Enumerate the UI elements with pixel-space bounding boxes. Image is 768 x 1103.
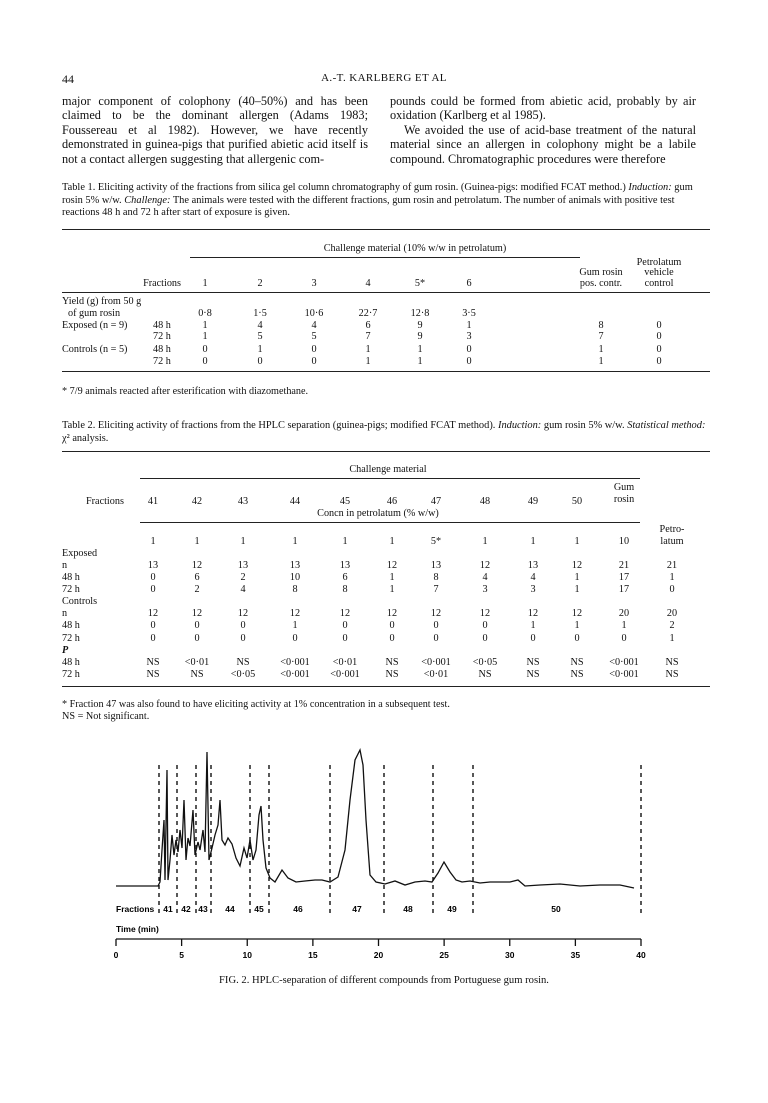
- table1-cell: 0: [311, 344, 317, 355]
- table1-cell: 5: [311, 331, 317, 342]
- table2-cell: 20: [618, 608, 630, 619]
- table2-cell: 0: [433, 620, 439, 631]
- table2-cell: 0: [150, 633, 156, 644]
- table2-conc-cell: 1: [574, 536, 580, 547]
- table2-row-label: 48 h: [62, 620, 80, 631]
- table2-conc-header: Concn in petrolatum (% w/w): [317, 508, 439, 519]
- table2-cell: 3: [530, 584, 536, 595]
- table2-cell: 1: [574, 572, 580, 583]
- table2-cell: 12: [191, 608, 203, 619]
- table2-cell: 21: [666, 560, 678, 571]
- body-column-left: [62, 94, 368, 166]
- fraction-label: 45: [254, 904, 264, 914]
- table1-col-header: pos. contr.: [579, 278, 623, 289]
- table2-cell: 12: [386, 560, 398, 571]
- running-head: A.-T. KARLBERG ET AL: [321, 72, 447, 84]
- table1-col-header: 5*: [414, 278, 426, 289]
- table2-cell: NS: [570, 669, 584, 680]
- fractions-label: Fractions: [116, 904, 155, 914]
- table1-row-sublabel: 48 h: [153, 344, 171, 355]
- table2-span-rule: [140, 478, 640, 479]
- fraction-label: 41: [163, 904, 173, 914]
- table2-cell: 0: [389, 633, 395, 644]
- time-tick-label: 30: [505, 950, 515, 960]
- table2-cell: <0·05: [230, 669, 256, 680]
- time-tick-label: 25: [439, 950, 449, 960]
- table2-cell: 4: [482, 572, 488, 583]
- table1-footnote: * 7/9 animals reacted after esterification with diazomethane.: [62, 386, 309, 397]
- table1-cell: 1·5: [253, 308, 267, 319]
- table2-cell: <0·001: [609, 669, 639, 680]
- table1-cell: 0: [656, 344, 662, 355]
- table2-cell: 0: [150, 572, 156, 583]
- table2-cell: <0·001: [421, 657, 451, 668]
- table1-row-label: Exposed (n = 9): [62, 320, 128, 331]
- table2-row-label: 72 h: [62, 633, 80, 644]
- table1-cell: 1: [598, 356, 604, 367]
- table2-row-label: 72 h: [62, 669, 80, 680]
- table1-col-header: vehicle: [644, 267, 674, 278]
- table1-span-header: Challenge material (10% w/w in petrolatum): [323, 243, 507, 254]
- table1-row-label: Controls (n = 5): [62, 344, 128, 355]
- table2-col-header: 48: [479, 496, 491, 507]
- table2-cell: 17: [618, 584, 630, 595]
- table2-conc-rule: [140, 522, 640, 523]
- table2-cell: 12: [479, 560, 491, 571]
- table2-cell: 12: [191, 560, 203, 571]
- body-paragraph: We avoided the use of acid-base treatment of the natural material since an allergen in colophony might be a labile compound. Chromatographic procedures were therefore: [390, 122, 696, 166]
- table2-cell: 0: [240, 620, 246, 631]
- table1-cell: 0: [202, 344, 208, 355]
- table1-stub-header: Fractions: [143, 278, 181, 289]
- time-tick-label: 20: [373, 950, 384, 960]
- fraction-label: 47: [352, 904, 362, 914]
- table2-cell: 1: [574, 584, 580, 595]
- table2-footnote: * Fraction 47 was also found to have eliciting activity at 1% concentration in a subsequent test.: [62, 699, 450, 710]
- table2-cell: NS: [146, 669, 160, 680]
- table2-col-header: rosin: [613, 494, 635, 505]
- table1-cell: 4: [311, 320, 317, 331]
- table1-cell: 1: [257, 344, 263, 355]
- table2-cell: 1: [530, 620, 536, 631]
- table2-col-header: Gum: [613, 482, 635, 493]
- table2-cell: NS: [665, 669, 679, 680]
- table1-cell: 0: [202, 356, 208, 367]
- fraction-label: 43: [198, 904, 208, 914]
- table1-cell: 0: [656, 356, 662, 367]
- figure-caption: FIG. 2. HPLC-separation of different compounds from Portuguese gum rosin.: [219, 975, 549, 986]
- table2-col-header: 45: [339, 496, 351, 507]
- table1-row-label: of gum rosin: [68, 308, 121, 319]
- table2-cell: 1: [669, 633, 675, 644]
- table2-cell: 0: [240, 633, 246, 644]
- table2-cell: 0: [342, 620, 348, 631]
- table2-cell: 1: [389, 572, 395, 583]
- table2-cell: 1: [292, 620, 298, 631]
- table2-cell: NS: [385, 657, 399, 668]
- table1-col-header: Gum rosin: [579, 267, 623, 278]
- hplc-chromatogram: [0, 740, 768, 965]
- table2-cell: <0·01: [184, 657, 210, 668]
- table1-cell: 4: [257, 320, 263, 331]
- table2-cell: 2: [669, 620, 675, 631]
- table1-top-rule: [62, 229, 710, 230]
- table1-col-header: 4: [365, 278, 371, 289]
- table1-cell: 7: [365, 331, 371, 342]
- table2-col-header: 50: [571, 496, 583, 507]
- table2-row-label: n: [62, 608, 68, 619]
- table2-cell: <0·001: [280, 657, 310, 668]
- fraction-label: 46: [293, 904, 303, 914]
- table2-conc-cell: 1: [530, 536, 536, 547]
- table2-cell: 2: [194, 584, 200, 595]
- table1-col-header: 1: [202, 278, 208, 289]
- table2-section-title: Exposed: [62, 548, 98, 559]
- table2-cell: 0: [342, 633, 348, 644]
- table2-cell: 0: [574, 633, 580, 644]
- table1-cell: 0: [656, 331, 662, 342]
- table2-cell: 1: [669, 572, 675, 583]
- table2-cell: 13: [147, 560, 159, 571]
- table2-cell: 12: [289, 608, 301, 619]
- table2-cell: 12: [386, 608, 398, 619]
- table2-col-header: 42: [191, 496, 203, 507]
- table2-cell: <0·05: [472, 657, 498, 668]
- table2-cell: 13: [237, 560, 249, 571]
- table1-cell: 1: [365, 344, 371, 355]
- table2-bottom-rule: [62, 686, 710, 687]
- table2-cell: 13: [430, 560, 442, 571]
- table2-cell: 12: [527, 608, 539, 619]
- table2-conc-cell: 1: [292, 536, 298, 547]
- body-paragraph: pounds could be formed from abietic acid, probably by air oxidation (Karlberg et al 1985).: [390, 94, 696, 123]
- table2-stub-header: Fractions: [86, 496, 124, 507]
- body-column-right: [390, 94, 696, 166]
- table2-cell: 13: [289, 560, 301, 571]
- table2-cell: <0·001: [330, 669, 360, 680]
- table2-cell: NS: [236, 657, 250, 668]
- table1-cell: 1: [202, 320, 208, 331]
- table1-cell: 0: [656, 320, 662, 331]
- table2-cell: NS: [526, 669, 540, 680]
- table2-col-header: Petro-: [659, 524, 685, 535]
- table2-cell: 1: [389, 584, 395, 595]
- table1-col-header: control: [644, 278, 674, 289]
- table2-cell: 12: [479, 608, 491, 619]
- table2-cell: 20: [666, 608, 678, 619]
- fraction-label: 44: [225, 904, 235, 914]
- table2-conc-cell: 1: [150, 536, 156, 547]
- table1-cell: 9: [417, 331, 423, 342]
- table2-cell: <0·001: [609, 657, 639, 668]
- table2-cell: <0·001: [280, 669, 310, 680]
- table2-cell: 12: [147, 608, 159, 619]
- table1-cell: 0: [466, 356, 472, 367]
- table2-col-header: 46: [386, 496, 398, 507]
- table2-cell: 0: [194, 633, 200, 644]
- table2-cell: 13: [339, 560, 351, 571]
- table2-col-header: 43: [237, 496, 249, 507]
- table2-cell: 12: [571, 560, 583, 571]
- table1-cell: 1: [202, 331, 208, 342]
- table2-conc-cell: 1: [389, 536, 395, 547]
- table1-col-header: 2: [257, 278, 263, 289]
- table1-row-sublabel: 48 h: [153, 320, 171, 331]
- table1-cell: 0: [466, 344, 472, 355]
- table2-section-title: Controls: [62, 596, 98, 607]
- time-tick-label: 0: [113, 950, 119, 960]
- table1-col-header: 6: [466, 278, 472, 289]
- table2-cell: 0: [530, 633, 536, 644]
- time-tick-label: 15: [308, 950, 318, 960]
- table2-cell: 12: [237, 608, 249, 619]
- table1-cell: 1: [365, 356, 371, 367]
- table2-cell: 0: [621, 633, 627, 644]
- table2-cell: 0: [482, 620, 488, 631]
- table1-caption: Table 1. Eliciting activity of the fractions from silica gel column chromatography of gum rosin. (Guinea-pigs: modified FCAT method.) Induction: gum rosin 5% w/w. Challenge: The animals were tested with the different fractions, gum rosin and petrolatum. The number of animals with positive test reactions 48 h and 72 h after start of exposure is given.: [62, 182, 693, 219]
- table2-cell: 12: [571, 608, 583, 619]
- table1-cell: 1: [598, 344, 604, 355]
- table2-col-header: 47: [430, 496, 442, 507]
- table2-cell: NS: [478, 669, 492, 680]
- table1-cell: 0: [311, 356, 317, 367]
- table2-cell: 10: [289, 572, 301, 583]
- table2-cell: 1: [574, 620, 580, 631]
- page-number: 44: [62, 72, 74, 86]
- table2-cell: 4: [240, 584, 246, 595]
- table1-cell: 0·8: [198, 308, 212, 319]
- table2-row-label: 48 h: [62, 572, 80, 583]
- table2-conc-cell: 10: [618, 536, 630, 547]
- time-tick-label: 35: [570, 950, 581, 960]
- time-tick-label: 40: [636, 950, 646, 960]
- table2-conc-cell: 1: [482, 536, 488, 547]
- table2-cell: 4: [530, 572, 536, 583]
- table2-cell: 12: [430, 608, 442, 619]
- table2-cell: 8: [342, 584, 348, 595]
- table1-cell: 5: [257, 331, 263, 342]
- table1-cell: 1: [417, 344, 423, 355]
- table1-header-rule: [62, 292, 710, 293]
- table2-cell: 2: [240, 572, 246, 583]
- table1-cell: 10·6: [304, 308, 324, 319]
- table2-caption: Table 2. Eliciting activity of fractions from the HPLC separation (guinea-pigs; modified FCAT method). Induction: gum rosin 5% w/w. Statistical method: χ² analysis.: [62, 420, 706, 444]
- table2-cell: 0: [194, 620, 200, 631]
- table2-conc-cell: 1: [194, 536, 200, 547]
- fraction-label: 48: [403, 904, 413, 914]
- table2-cell: 21: [618, 560, 630, 571]
- table2-cell: 8: [433, 572, 439, 583]
- table2-cell: 6: [194, 572, 200, 583]
- table2-row-label: 72 h: [62, 584, 80, 595]
- table1-cell: 8: [598, 320, 604, 331]
- table1-cell: 7: [598, 331, 604, 342]
- table2-top-rule: [62, 451, 710, 452]
- table2-cell: NS: [665, 657, 679, 668]
- table2-row-label: n: [62, 560, 68, 571]
- table2-cell: NS: [570, 657, 584, 668]
- table2-col-header: 49: [527, 496, 539, 507]
- table2-cell: NS: [146, 657, 160, 668]
- fraction-label: 50: [551, 904, 561, 914]
- table2-cell: 0: [292, 633, 298, 644]
- table2-cell: NS: [190, 669, 204, 680]
- table2-cell: 0: [150, 620, 156, 631]
- time-axis-title: Time (min): [116, 924, 159, 934]
- table2-cell: 0: [389, 620, 395, 631]
- table2-cell: 12: [339, 608, 351, 619]
- table2-cell: NS: [385, 669, 399, 680]
- table2-cell: NS: [526, 657, 540, 668]
- table1-row-label: Yield (g) from 50 g: [62, 296, 142, 307]
- table1-cell: 1: [417, 356, 423, 367]
- table1-col-header: Petrolatum: [636, 257, 682, 268]
- time-tick-label: 10: [242, 950, 252, 960]
- table2-col-header: latum: [660, 536, 684, 547]
- table1-cell: 9: [417, 320, 423, 331]
- table2-cell: 17: [618, 572, 630, 583]
- table2-cell: <0·01: [332, 657, 358, 668]
- table2-cell: 8: [292, 584, 298, 595]
- table2-cell: 13: [527, 560, 539, 571]
- table2-cell: 1: [621, 620, 627, 631]
- table1-cell: 0: [257, 356, 263, 367]
- table2-row-label: 48 h: [62, 657, 80, 668]
- table1-row-sublabel: 72 h: [153, 356, 171, 367]
- table2-footnote: NS = Not significant.: [62, 711, 150, 722]
- table2-cell: 6: [342, 572, 348, 583]
- table2-cell: 0: [150, 584, 156, 595]
- table1-span-rule: [190, 257, 580, 258]
- table1-col-header: 3: [311, 278, 317, 289]
- time-tick-label: 5: [179, 950, 184, 960]
- table1-cell: 1: [466, 320, 472, 331]
- table2-cell: 0: [669, 584, 675, 595]
- table2-cell: 0: [433, 633, 439, 644]
- table2-cell: 7: [433, 584, 439, 595]
- table1-cell: 3·5: [462, 308, 476, 319]
- table1-cell: 3: [466, 331, 472, 342]
- table1-row-sublabel: 72 h: [153, 331, 171, 342]
- table1-cell: 12·8: [410, 308, 430, 319]
- table2-span-header: Challenge material: [349, 464, 427, 475]
- table2-col-header: 44: [289, 496, 301, 507]
- table1-cell: 22·7: [358, 308, 378, 319]
- table2-cell: 0: [482, 633, 488, 644]
- table2-cell: <0·01: [423, 669, 449, 680]
- table2-section-title: P: [62, 645, 69, 656]
- table2-col-header: 41: [147, 496, 159, 507]
- table1-bottom-rule: [62, 371, 710, 372]
- table2-conc-cell: 1: [240, 536, 246, 547]
- table2-cell: 3: [482, 584, 488, 595]
- table2-conc-cell: 1: [342, 536, 348, 547]
- fraction-label: 42: [181, 904, 191, 914]
- chromatogram-trace: [116, 750, 634, 888]
- fraction-label: 49: [447, 904, 457, 914]
- table2-conc-cell: 5*: [430, 536, 442, 547]
- table1-cell: 6: [365, 320, 371, 331]
- body-paragraph: major component of colophony (40–50%) and has been claimed to be the dominant allergen (Adams 1983; Foussereau et al 1982). However, we have recently demonstrated in guinea-pigs that purified abietic acid itself is not a contact allergen suggesting that allergenic com-: [62, 94, 368, 166]
